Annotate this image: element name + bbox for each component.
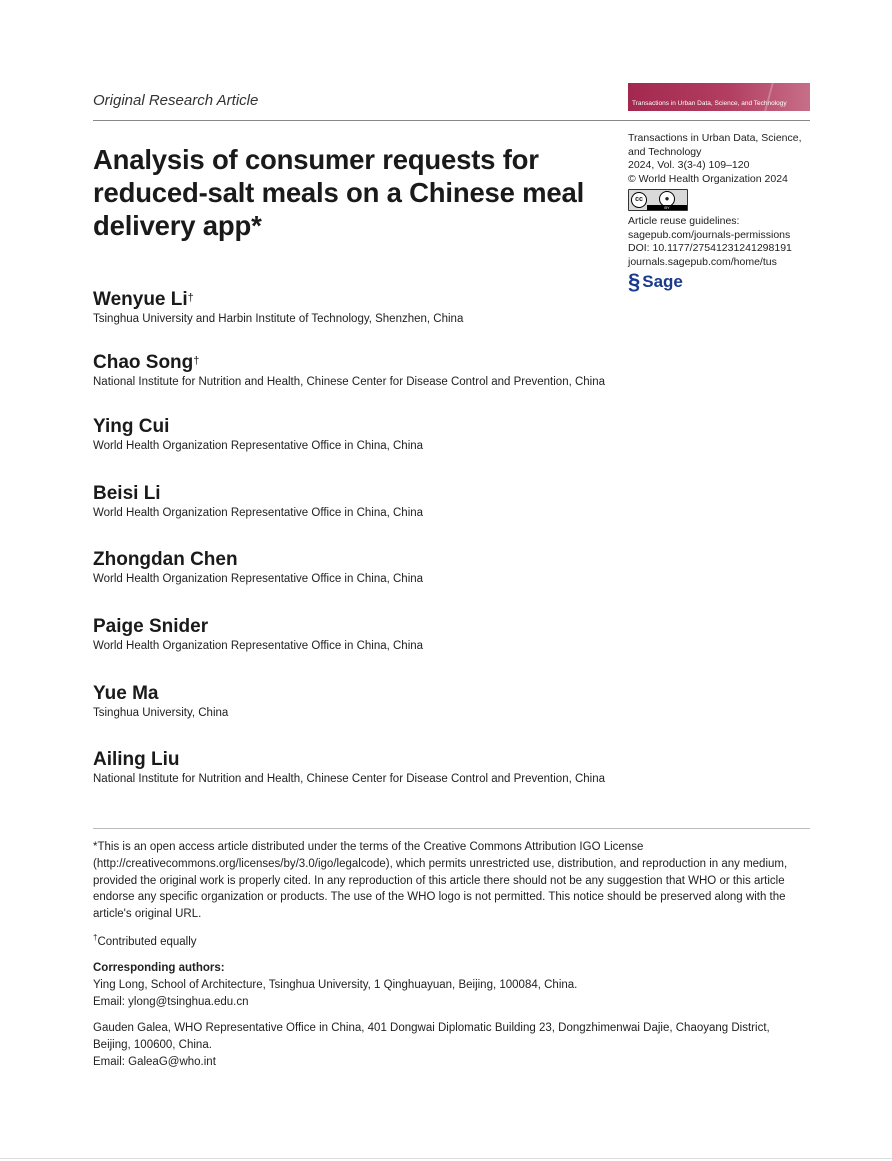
author-name: Chao Song† <box>93 352 200 373</box>
author-entry <box>93 352 605 389</box>
volume-info: 2024, Vol. 3(3-4) 109–120 <box>628 159 750 171</box>
attribution-person-icon: ● <box>659 191 675 207</box>
copyright-notice: © World Health Organization 2024 <box>628 172 788 185</box>
journal-name-line2: and Technology <box>628 145 702 158</box>
corr-author-2-email[interactable]: Email: GaleaG@who.int <box>93 1056 216 1068</box>
author-name: Ying Cui <box>93 416 170 437</box>
license-footnote: *This is an open access article distributed under the terms of the Creative Commons Attribution IGO License (http://creativecommons.org/licenses/by/3.0/igo/legalcode), which permits unrestricted use, distribution, and reproduction in any medium, provided the original work is properly cited. In any reproduction of this article there should not be any suggestion that WHO or this article endorse any specific organization or products. The use of the WHO logo is not permitted. This notice should be preserved along with the article's original URL. <box>93 841 788 921</box>
by-label: BY <box>647 205 687 210</box>
author-name: Zhongdan Chen <box>93 549 238 570</box>
author-entry <box>93 616 423 653</box>
cc-icon: cc <box>631 192 647 208</box>
author-affiliation: World Health Organization Representative Office in China, China <box>93 507 424 519</box>
equal-contribution-mark: † <box>193 355 200 367</box>
reuse-guidelines-link[interactable]: sagepub.com/journals-permissions <box>628 228 791 241</box>
author-entry <box>93 289 463 326</box>
sage-publisher-logo <box>628 269 810 294</box>
page-bottom-edge <box>0 1158 892 1159</box>
sage-wordmark: Sage <box>642 272 683 292</box>
cc-by-license-icon[interactable] <box>628 189 688 211</box>
sage-s-icon: § <box>628 269 641 294</box>
corr-author-1-address: Ying Long, School of Architecture, Tsinghua University, 1 Qinghuayuan, Beijing, 100084, China. <box>93 979 578 991</box>
equal-contribution-mark: † <box>187 292 194 304</box>
article-title: Analysis of consumer requests for reduced-salt meals on a Chinese meal delivery app* <box>93 144 585 241</box>
author-name: Ailing Liu <box>93 749 180 770</box>
author-name: Paige Snider <box>93 616 209 637</box>
author-name: Wenyue Li† <box>93 289 194 310</box>
author-name: Yue Ma <box>93 683 159 704</box>
corr-author-1-email[interactable]: Email: ylong@tsinghua.edu.cn <box>93 996 249 1008</box>
footnote-rule <box>93 828 810 829</box>
author-affiliation: National Institute for Nutrition and Health, Chinese Center for Disease Control and Prevention, China <box>93 376 606 388</box>
contribution-footnote: †Contributed equally <box>93 933 197 948</box>
journal-banner-logo <box>628 83 810 111</box>
header-rule <box>93 120 810 121</box>
doi-link[interactable]: DOI: 10.1177/27541231241298191 <box>628 242 792 254</box>
journal-banner-text: Transactions in Urban Data, Science, and Technology <box>632 100 787 107</box>
author-entry <box>93 683 228 720</box>
journal-name-line1: Transactions in Urban Data, Science, <box>628 132 802 144</box>
author-affiliation: World Health Organization Representative Office in China, China <box>93 640 424 652</box>
article-type-label: Original Research Article <box>93 92 259 109</box>
author-affiliation: World Health Organization Representative Office in China, China <box>93 440 424 452</box>
corresponding-authors-heading: Corresponding authors: <box>93 962 225 974</box>
author-affiliation: Tsinghua University, China <box>93 707 229 719</box>
journal-info-sidebar <box>628 132 810 294</box>
author-entry <box>93 749 605 786</box>
author-name: Beisi Li <box>93 483 161 504</box>
journal-home-link[interactable]: journals.sagepub.com/home/tus <box>628 255 777 268</box>
corr-author-2-address: Gauden Galea, WHO Representative Office in China, 401 Dongwai Diplomatic Building 23, Dongzhimenwai Dajie, Chaoyang District, Beijing, 100600, China. <box>93 1022 770 1051</box>
author-entry <box>93 483 423 520</box>
author-affiliation: Tsinghua University and Harbin Institute of Technology, Shenzhen, China <box>93 313 464 325</box>
reuse-guidelines-label: Article reuse guidelines: <box>628 215 740 227</box>
author-affiliation: National Institute for Nutrition and Health, Chinese Center for Disease Control and Prevention, China <box>93 773 606 785</box>
author-affiliation: World Health Organization Representative Office in China, China <box>93 573 424 585</box>
corresponding-authors <box>93 960 808 1071</box>
dagger-mark: † <box>93 933 98 942</box>
author-entry <box>93 416 423 453</box>
author-entry <box>93 549 423 586</box>
